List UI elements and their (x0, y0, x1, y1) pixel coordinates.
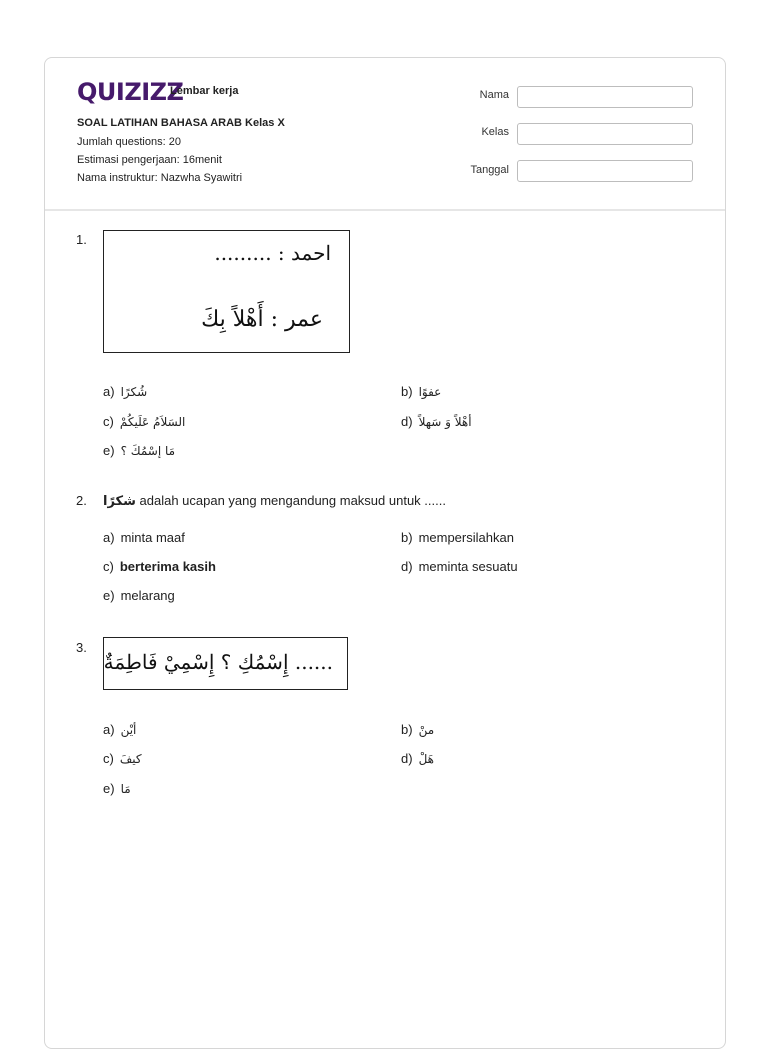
option-label: d) (401, 559, 413, 574)
class-field[interactable] (517, 123, 693, 145)
name-field[interactable] (517, 86, 693, 108)
option-label: e) (103, 588, 115, 603)
question-2-prompt: adalah ucapan yang mengandung maksud untuk ...... (139, 493, 446, 508)
option-label: a) (103, 384, 115, 399)
option-label: e) (103, 443, 115, 458)
option-text: السَلاَمُ عَلَيكُمْ (119, 415, 186, 429)
option-label: a) (103, 722, 115, 737)
question-3-number: 3. (76, 640, 87, 655)
option-label: a) (103, 530, 115, 545)
q1-option-a[interactable] (103, 384, 147, 399)
q2-option-e[interactable] (103, 588, 175, 603)
option-label: c) (103, 559, 114, 574)
name-label: Nama (479, 89, 509, 101)
question-1-image-line-1: احمد : ......... (214, 241, 331, 265)
q1-option-c[interactable] (103, 414, 185, 429)
q1-option-d[interactable] (401, 414, 472, 429)
quizizz-logo: QUIZIZZ (77, 78, 184, 106)
option-text: mempersilahkan (418, 530, 514, 545)
q2-option-d[interactable] (401, 559, 518, 574)
question-1-image (103, 230, 350, 353)
worksheet-title: SOAL LATIHAN BAHASA ARAB Kelas X (77, 117, 285, 129)
option-label: c) (103, 751, 114, 766)
option-text: هَلْ (418, 752, 434, 766)
instructor-name: Nama instruktur: Nazwha Syawitri (77, 172, 243, 184)
option-text: منْ (418, 723, 435, 737)
q3-option-e[interactable] (103, 781, 131, 796)
class-label: Kelas (481, 126, 509, 138)
option-label: d) (401, 751, 413, 766)
question-2-text (103, 493, 446, 509)
option-label: b) (401, 384, 413, 399)
option-text: مَا إسْمُكَ ؟ (120, 444, 176, 458)
option-text: مَا (120, 782, 131, 796)
q3-option-d[interactable] (401, 751, 434, 766)
question-count: Jumlah questions: 20 (77, 136, 181, 148)
date-label: Tanggal (470, 164, 509, 176)
q2-option-a[interactable] (103, 530, 185, 545)
question-2-number: 2. (76, 493, 87, 508)
option-text: meminta sesuatu (418, 559, 518, 574)
option-text: أيْن (120, 723, 137, 737)
option-label: b) (401, 722, 413, 737)
option-text: شُكرًا (120, 385, 148, 399)
option-text: berterima kasih (119, 559, 216, 574)
q3-option-b[interactable] (401, 722, 434, 737)
estimated-duration: Estimasi pengerjaan: 16menit (77, 154, 222, 166)
option-label: d) (401, 414, 413, 429)
q1-option-b[interactable] (401, 384, 441, 399)
option-label: e) (103, 781, 115, 796)
q3-option-c[interactable] (103, 751, 142, 766)
option-label: c) (103, 414, 114, 429)
question-1-image-line-2: عمر : أَهْلاً بِكَ (201, 307, 323, 332)
option-text: melarang (120, 588, 175, 603)
q2-option-c[interactable] (103, 559, 216, 574)
option-text: أهْلاً وَ سَهلاً (418, 415, 472, 429)
question-3-image (103, 637, 348, 690)
option-text: كيفَ (119, 752, 142, 766)
question-2-arabic-word: شكرًا (103, 494, 136, 509)
worksheet-card (44, 57, 726, 1049)
q2-option-b[interactable] (401, 530, 514, 545)
option-text: minta maaf (120, 530, 185, 545)
q1-option-e[interactable] (103, 443, 175, 458)
date-field[interactable] (517, 160, 693, 182)
q3-option-a[interactable] (103, 722, 136, 737)
option-text: عفوًا (418, 385, 442, 399)
question-1-number: 1. (76, 232, 87, 247)
option-label: b) (401, 530, 413, 545)
worksheet-type-label: Lembar kerja (170, 85, 239, 97)
worksheet-header (45, 58, 725, 211)
question-3-image-line-1: ...... إِسْمُكِ ؟ إِسْمِيْ فَاطِمَةٌ (103, 650, 333, 674)
